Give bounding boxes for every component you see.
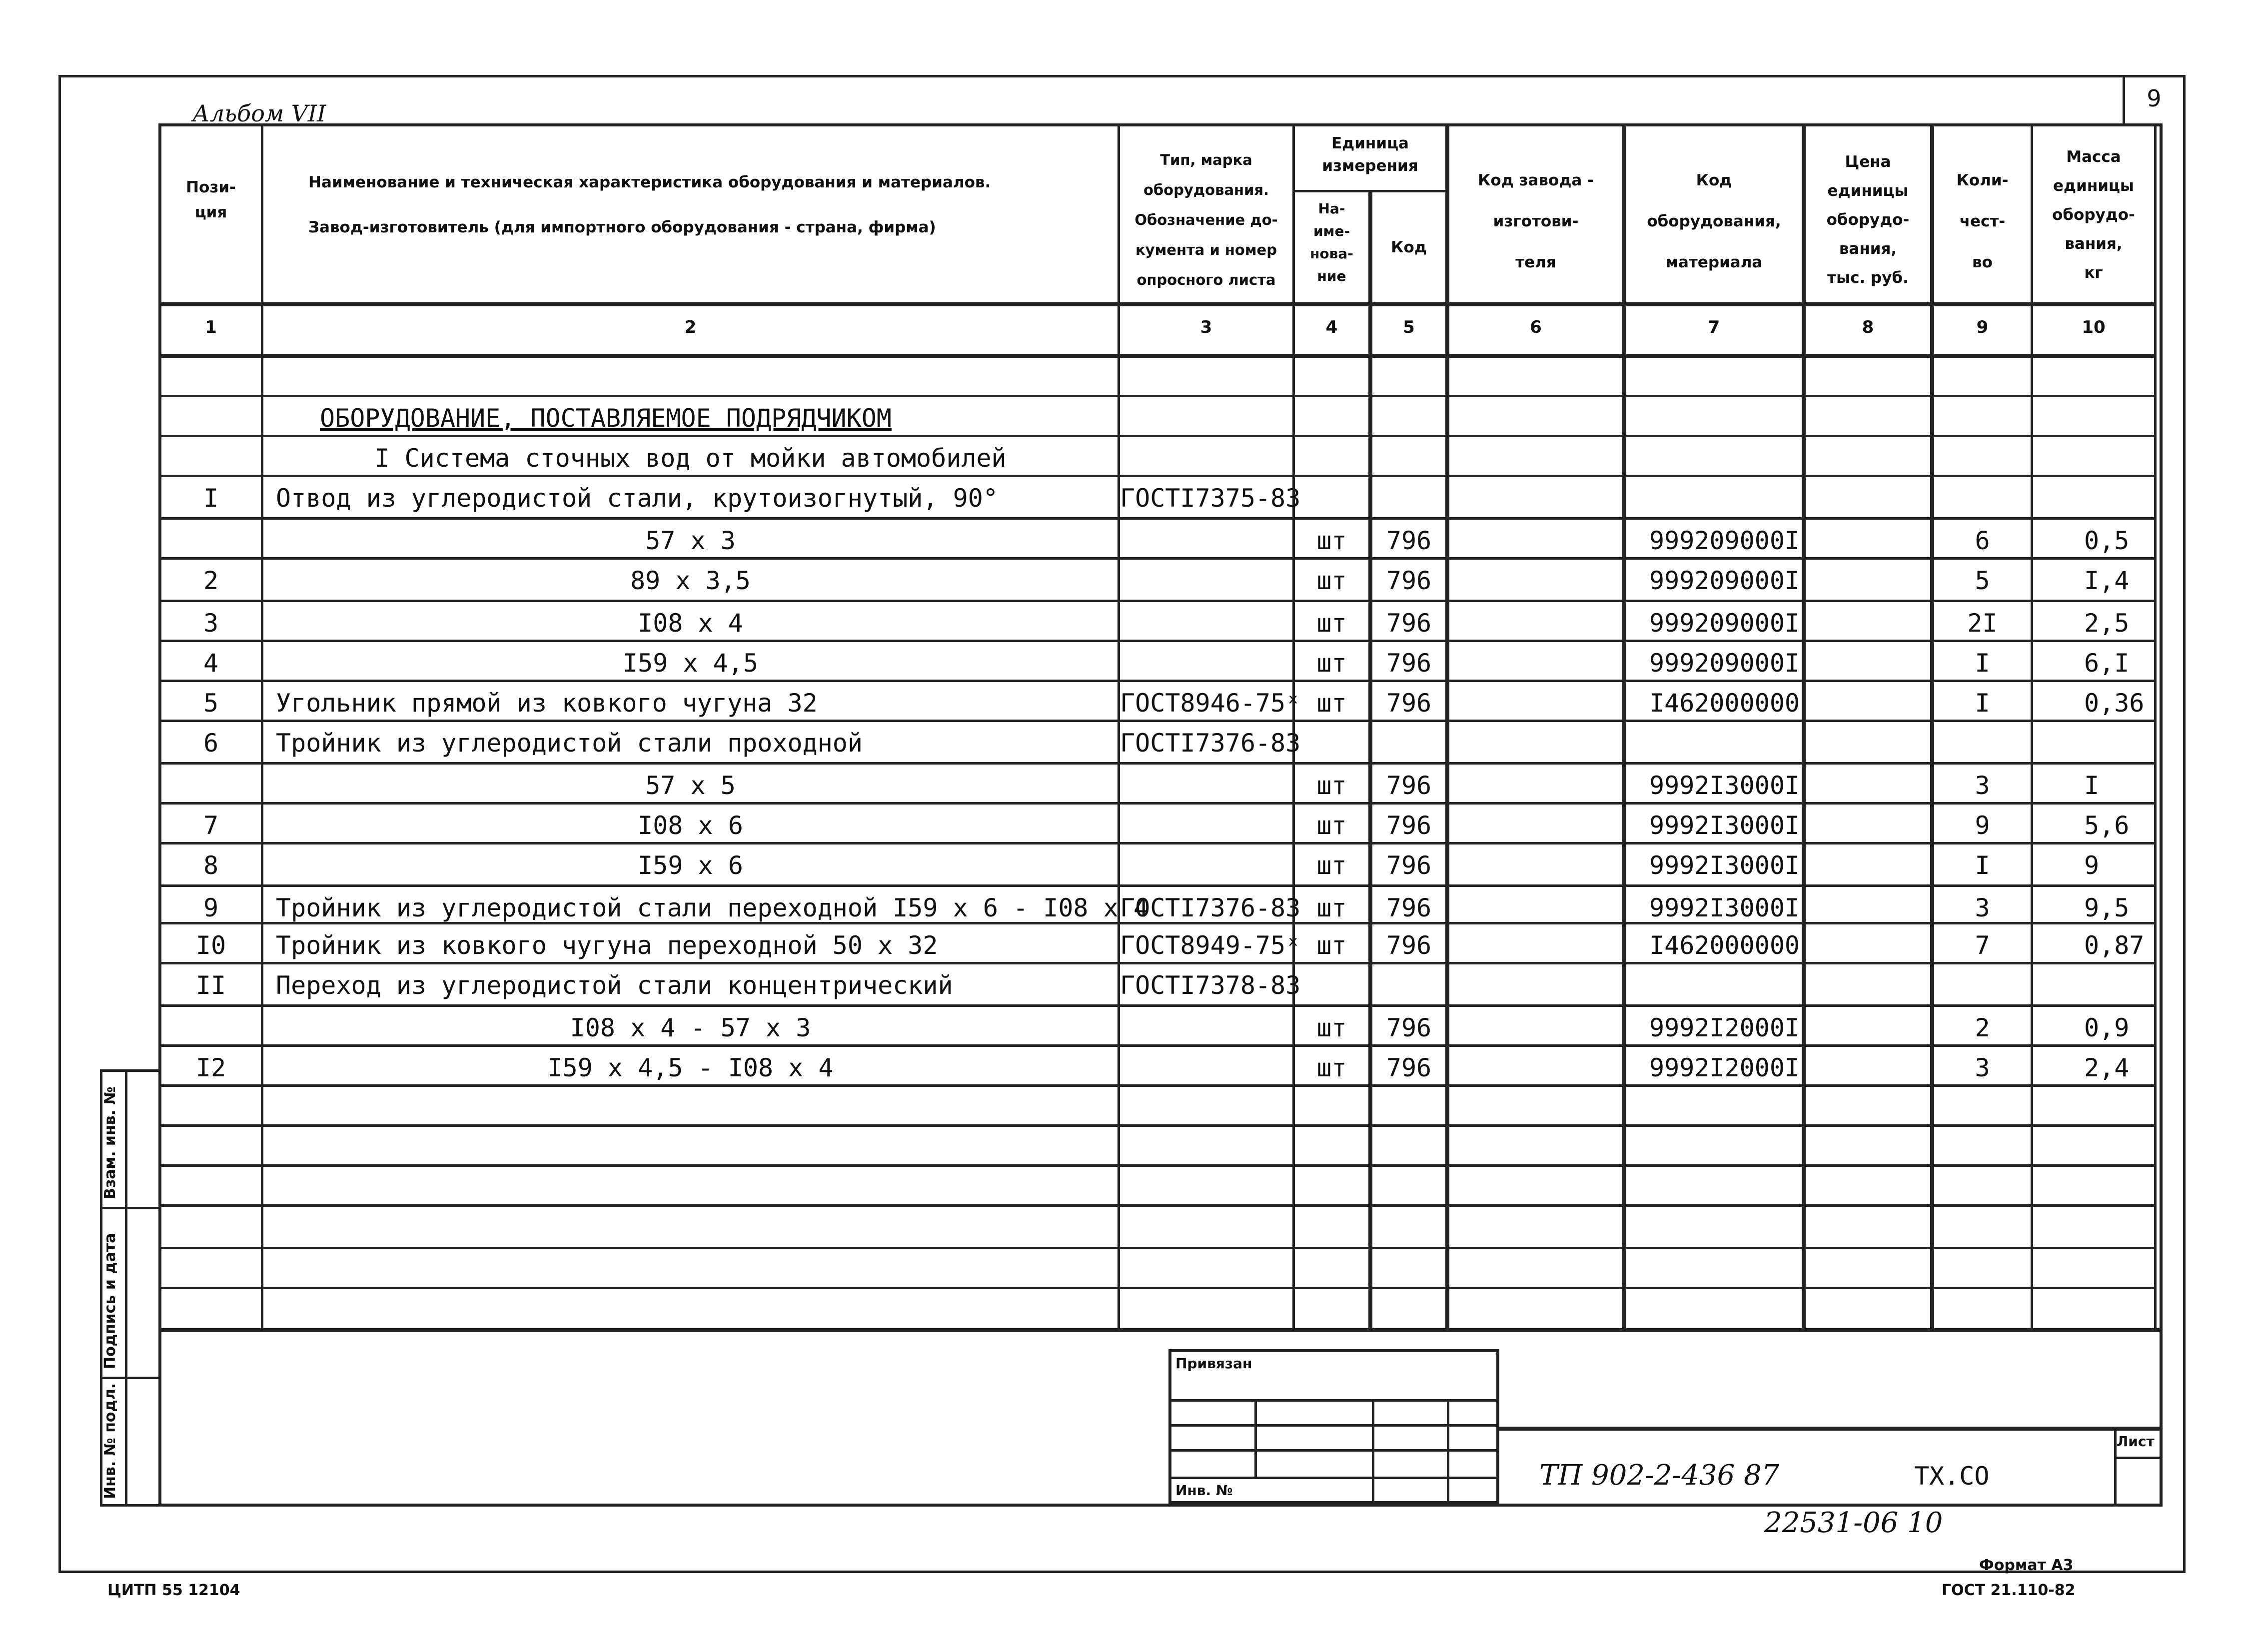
row-position: I <box>203 484 219 513</box>
row-unit: шт <box>1316 771 1347 800</box>
page-number: 9 <box>2147 85 2162 112</box>
row-unit: шт <box>1316 1013 1347 1042</box>
row-unit: шт <box>1316 811 1347 840</box>
row-unit: шт <box>1316 649 1347 678</box>
table-bottom-line <box>158 1328 2163 1332</box>
row-equipment-code: 9992I2000I <box>1649 1013 1800 1042</box>
row-line <box>158 720 2154 722</box>
row-name: I59 x 6 <box>638 851 743 880</box>
side-stamp-top <box>100 1069 158 1072</box>
row-document: ГОСТI7376-83 <box>1120 893 1301 922</box>
header-name-line2: Завод-изготовитель (для импортного оборудования - страна, фирма) <box>308 218 936 236</box>
header-quantity: Коли- чест- во <box>1956 171 2009 271</box>
privyazan-block <box>1168 1349 1499 1504</box>
col-line-8 <box>1930 126 1934 1330</box>
col-line-4 <box>1368 190 1372 1330</box>
row-line <box>158 640 2154 642</box>
row-unit-code: 796 <box>1386 771 1432 800</box>
row-position: 6 <box>203 729 219 758</box>
row-line <box>158 517 2154 520</box>
row-unit: шт <box>1316 851 1347 880</box>
row-unit-code: 796 <box>1386 609 1432 638</box>
row-line <box>158 435 2154 437</box>
row-mass: 0,87 <box>2084 931 2145 960</box>
header-equipment-code: Код оборудования, материала <box>1647 171 1781 271</box>
row-quantity: 5 <box>1975 566 1990 595</box>
row-line <box>158 600 2154 602</box>
row-name: 89 x 3,5 <box>630 566 751 595</box>
row-position: 7 <box>203 811 219 840</box>
list-sep <box>2114 1457 2163 1459</box>
row-quantity: I <box>1975 689 1990 718</box>
row-position: I2 <box>195 1053 226 1082</box>
row-line <box>158 1044 2154 1047</box>
number-row-bottom-line <box>158 354 2154 358</box>
row-quantity: 3 <box>1975 771 1990 800</box>
side-stamp-sep2 <box>100 1377 158 1379</box>
row-name: I08 x 4 <box>638 609 743 638</box>
side-stamp-bottom <box>100 1504 158 1507</box>
inv-no-label: Инв. № <box>1175 1482 1233 1499</box>
row-equipment-code: I462000000 <box>1649 931 1800 960</box>
row-line <box>158 1084 2154 1087</box>
side-stamp-sep1 <box>100 1207 158 1209</box>
row-quantity: 3 <box>1975 1053 1990 1082</box>
row-unit: шт <box>1316 526 1347 555</box>
row-line <box>158 842 2154 844</box>
row-name: Переход из углеродистой стали концентрический <box>276 971 953 1000</box>
row-position: II <box>195 971 226 1000</box>
row-mass: I <box>2084 771 2100 800</box>
unit-group-line <box>1292 190 1445 192</box>
header-maker-code: Код завода - изготови- теля <box>1478 171 1594 271</box>
row-equipment-code: 999209000I <box>1649 609 1800 638</box>
stamp-podpis: Подпись и дата <box>101 1233 119 1369</box>
header-price: Цена единицы оборудо- вания, тыс. руб. <box>1826 153 1910 287</box>
row-name: Тройник из ковкого чугуна переходной 50 x 32 <box>276 931 938 960</box>
row-mass: 9,5 <box>2084 893 2130 922</box>
list-label: Лист <box>2117 1433 2155 1450</box>
row-equipment-code: 9992I3000I <box>1649 771 1800 800</box>
row-quantity: I <box>1975 649 1990 678</box>
col-num-10: 10 <box>2082 317 2106 337</box>
row-section-heading: ОБОРУДОВАНИЕ, ПОСТАВЛЯЕМОЕ ПОДРЯДЧИКОМ <box>320 404 892 433</box>
row-position: 4 <box>203 649 219 678</box>
row-document: ГОСТ8949-75ˣ <box>1120 931 1301 960</box>
header-type-doc: Тип, марка оборудования. Обозначение до- кумента и номер опросного листа <box>1134 151 1278 288</box>
row-name: Тройник из углеродистой стали проходной <box>276 729 863 758</box>
row-line <box>158 1004 2154 1007</box>
row-equipment-code: 9992I3000I <box>1649 851 1800 880</box>
format-standard: ГОСТ 21.110-82 <box>1942 1582 2076 1599</box>
row-position: 2 <box>203 566 219 595</box>
row-mass: 0,9 <box>2084 1013 2130 1042</box>
row-mass: 9 <box>2084 851 2100 880</box>
row-unit: шт <box>1316 1053 1347 1082</box>
col-line-6 <box>1622 126 1626 1330</box>
row-line <box>158 762 2154 765</box>
col-num-3: 3 <box>1200 317 1212 337</box>
row-unit: шт <box>1316 609 1347 638</box>
row-document: ГОСТI7376-83 <box>1120 729 1301 758</box>
privyazan-vline <box>1254 1399 1257 1477</box>
privyazan-vline <box>1447 1399 1449 1504</box>
row-mass: 2,4 <box>2084 1053 2130 1082</box>
row-quantity: I <box>1975 851 1990 880</box>
row-mass: 0,36 <box>2084 689 2145 718</box>
header-bottom-line <box>158 302 2154 306</box>
row-document: ГОСТ8946-75ˣ <box>1120 689 1301 718</box>
row-mass: 0,5 <box>2084 526 2130 555</box>
row-equipment-code: 999209000I <box>1649 566 1800 595</box>
row-name: Отвод из углеродистой стали, крутоизогнутый, 90° <box>276 484 998 513</box>
col-num-1: 1 <box>205 317 217 337</box>
col-num-4: 4 <box>1325 317 1338 337</box>
row-name: Тройник из углеродистой стали переходной I59 x 6 - I08 x 4 <box>276 893 1148 922</box>
side-stamp-mid <box>125 1069 127 1507</box>
row-quantity: 7 <box>1975 931 1990 960</box>
col-line-7 <box>1802 126 1806 1330</box>
row-line <box>158 395 2154 397</box>
row-line <box>158 557 2154 560</box>
project-code: ТП 902-2-436 87 <box>1539 1459 1780 1492</box>
row-line <box>158 962 2154 964</box>
privyazan-label: Привязан <box>1175 1355 1252 1372</box>
header-unit-code: Код <box>1391 238 1427 256</box>
col-num-9: 9 <box>1976 317 1989 337</box>
stamp-vzam: Взам. инв. № <box>101 1086 119 1199</box>
privyazan-line <box>1168 1449 1499 1452</box>
row-mass: 5,6 <box>2084 811 2130 840</box>
col-num-6: 6 <box>1530 317 1542 337</box>
stamp-inv: Инв. № подл. <box>101 1383 119 1499</box>
header-name-line1: Наименование и техническая характеристика оборудования и материалов. <box>308 173 991 191</box>
col-num-7: 7 <box>1708 317 1720 337</box>
row-position: I0 <box>195 931 226 960</box>
row-unit-code: 796 <box>1386 649 1432 678</box>
row-name: I Система сточных вод от мойки автомобилей <box>374 444 1007 473</box>
col-line-3 <box>1292 126 1295 1330</box>
row-line <box>158 884 2154 887</box>
row-unit: шт <box>1316 931 1347 960</box>
header-unit-group: Единица измерения <box>1322 134 1418 175</box>
row-mass: 6,I <box>2084 649 2130 678</box>
section-code: ТХ.СО <box>1914 1462 1990 1491</box>
row-quantity: 9 <box>1975 811 1990 840</box>
row-equipment-code: 9992I3000I <box>1649 811 1800 840</box>
row-line <box>158 1164 2154 1167</box>
row-unit-code: 796 <box>1386 1013 1432 1042</box>
row-name: I08 x 4 - 57 x 3 <box>570 1013 811 1042</box>
privyazan-line <box>1168 1399 1499 1402</box>
row-unit-code: 796 <box>1386 689 1432 718</box>
privyazan-vline <box>1372 1399 1374 1504</box>
col-num-5: 5 <box>1403 317 1415 337</box>
row-line <box>158 1247 2154 1249</box>
row-name: 57 x 3 <box>645 526 736 555</box>
row-unit-code: 796 <box>1386 1053 1432 1082</box>
col-line-10 <box>2154 126 2157 1330</box>
row-document: ГОСТI7378-83 <box>1120 971 1301 1000</box>
stamp-number: 22531-06 10 <box>1764 1507 1943 1539</box>
row-quantity: 3 <box>1975 893 1990 922</box>
privyazan-line <box>1168 1477 1499 1479</box>
row-unit-code: 796 <box>1386 931 1432 960</box>
col-num-2: 2 <box>684 317 697 337</box>
format-label: Формат А3 <box>1979 1557 2074 1574</box>
header-unit-name: На- име- нова- ние <box>1310 200 1353 284</box>
album-label: Альбом VII <box>192 100 326 127</box>
row-unit-code: 796 <box>1386 893 1432 922</box>
row-quantity: 6 <box>1975 526 1990 555</box>
row-unit-code: 796 <box>1386 851 1432 880</box>
row-line <box>158 802 2154 805</box>
row-position: 9 <box>203 893 219 922</box>
privyazan-line <box>1168 1424 1499 1427</box>
row-quantity: 2I <box>1967 609 1998 638</box>
row-unit-code: 796 <box>1386 566 1432 595</box>
row-quantity: 2 <box>1975 1013 1990 1042</box>
row-position: 8 <box>203 851 219 880</box>
row-equipment-code: 999209000I <box>1649 649 1800 678</box>
row-position: 3 <box>203 609 219 638</box>
row-unit: шт <box>1316 689 1347 718</box>
row-equipment-code: 9992I2000I <box>1649 1053 1800 1082</box>
row-unit: шт <box>1316 893 1347 922</box>
row-equipment-code: 9992I3000I <box>1649 893 1800 922</box>
col-line-1 <box>261 126 263 1330</box>
row-unit-code: 796 <box>1386 526 1432 555</box>
row-equipment-code: 999209000I <box>1649 526 1800 555</box>
row-mass: 2,5 <box>2084 609 2130 638</box>
row-line <box>158 475 2154 477</box>
col-line-5 <box>1445 126 1449 1330</box>
row-mass: I,4 <box>2084 566 2130 595</box>
row-document: ГОСТI7375-83 <box>1120 484 1301 513</box>
col-num-8: 8 <box>1862 317 1874 337</box>
row-line <box>158 1287 2154 1289</box>
title-top-line <box>1499 1427 2163 1431</box>
col-line-2 <box>1118 126 1120 1330</box>
row-position: 5 <box>203 689 219 718</box>
row-line <box>158 680 2154 682</box>
header-mass: Масса единицы оборудо- вания, кг <box>2052 148 2135 282</box>
header-position: Пози- ция <box>186 178 236 221</box>
row-name: I08 x 6 <box>638 811 743 840</box>
row-unit: шт <box>1316 566 1347 595</box>
row-equipment-code: I462000000 <box>1649 689 1800 718</box>
row-line <box>158 1204 2154 1207</box>
row-line <box>158 1124 2154 1127</box>
row-unit-code: 796 <box>1386 811 1432 840</box>
row-name: I59 x 4,5 <box>623 649 758 678</box>
row-name: I59 x 4,5 - I08 x 4 <box>547 1053 834 1082</box>
footer-left: ЦИТП 55 12104 <box>107 1582 240 1599</box>
row-name: Угольник прямой из ковкого чугуна 32 <box>276 689 818 718</box>
row-name: 57 x 5 <box>645 771 736 800</box>
col-line-9 <box>2031 126 2033 1330</box>
